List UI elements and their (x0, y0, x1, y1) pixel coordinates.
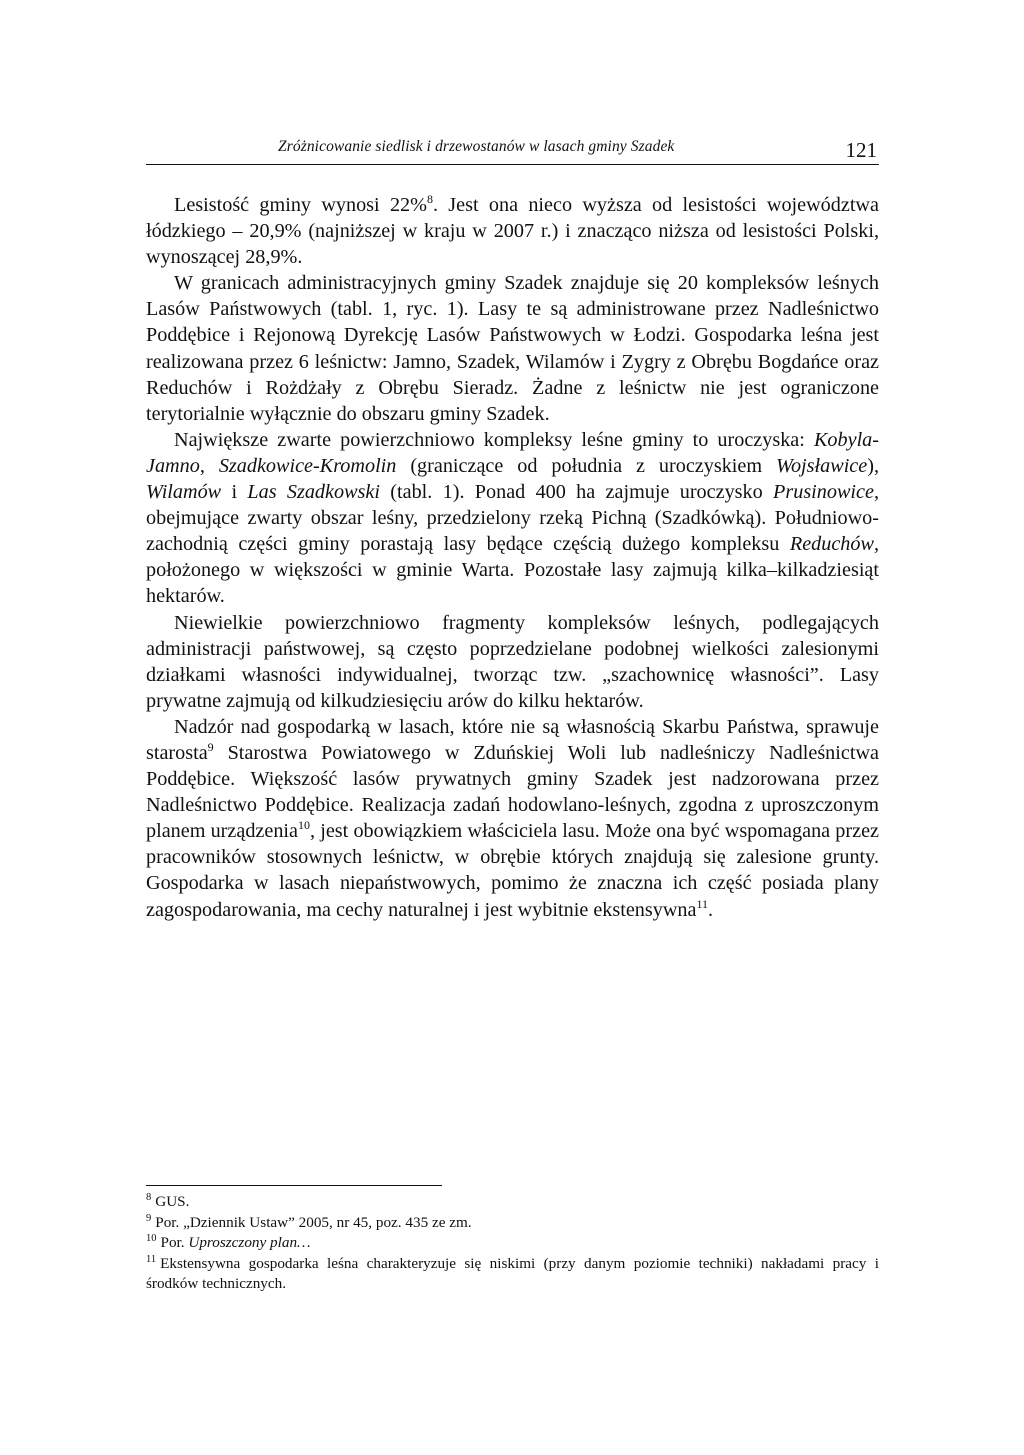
text-run: Starostwa Powiatowego w Zduńskiej Woli lub nadleśniczy Nadleśnictwa Poddębice. Większość lasów prywatnych gminy Szadek jest nadzorowana przez Nadleśnictwo Poddębice. Realizacja zadań hodowlano-leśnych, zgodna z uproszczonym planem urządzenia (146, 741, 879, 843)
paragraph (146, 192, 879, 270)
text-run: Nadzór nad gospodarką w lasach, które nie są własnością Skarbu Państwa, sprawuje starosta (146, 715, 879, 764)
text-run: Lesistość gminy wynosi 22% (174, 194, 427, 216)
footnotes (146, 1185, 879, 1295)
footnote-rule (146, 1185, 442, 1186)
text-run: . Jest ona nieco wyższa od lesistości województwa łódzkiego – 20,9% (najniższej w kraju w 2007 r.) i znacząco niższa od lesistości Polski, wynoszącej 28,9%. (146, 194, 879, 269)
italic-name: Las Szadkowski (247, 481, 380, 504)
italic-name: Prusinowice (773, 481, 874, 504)
italic-name: Kobyla-Jamno (146, 428, 879, 477)
page-number: 121 (845, 138, 877, 162)
running-title: Zróżnicowanie siedlisk i drzewostanów w lasach gminy Szadek (278, 138, 675, 155)
text-run: , jest obowiązkiem właściciela lasu. Może ona być wspomagana przez pracowników stosownych leśnictw, w obrębie których znajdują się zalesione grunty. Gospodarka w lasach niepaństwowych, pomimo że znaczna ich część posiada plany zagospodarowania, ma cechy naturalnej i jest wybitnie ekstensywna (146, 820, 879, 921)
body-text (146, 192, 879, 923)
italic-name: Reduchów (789, 533, 874, 556)
paragraph (146, 610, 879, 714)
text-run: W granicach administracyjnych gminy Szadek znajduje się 20 kompleksów leśnych Lasów Państwowych (tabl. 1, ryc. 1). Lasy te są administrowane przez Nadleśnictwo Poddębice i Rejonową Dyrekcję Lasów Państwowych w Łodzi. Gospodarka leśna jest realizowana przez 6 leśnictw: Jamno, Szadek, Wilamów i Zygry z Obrębu Bogdańce oraz Reduchów i Rożdżały z Obrębu Sieradz. Żadne z leśnictw nie jest ograniczone terytorialnie wyłącznie do obszaru gminy Szadek. (146, 272, 879, 425)
text-run: (tabl. 1). Ponad 400 ha zajmuje uroczysko (379, 481, 774, 504)
footnote (146, 1213, 879, 1234)
paragraph (146, 427, 879, 610)
italic-name: Wojsławice (776, 454, 868, 477)
paragraph (146, 270, 879, 427)
italic-name: Szadkowice-Kromolin (218, 454, 397, 477)
footnote-number: 9 (146, 1212, 152, 1224)
italic-name: Uproszczony plan… (188, 1234, 311, 1251)
text-run: Niewielkie powierzchniowo fragmenty kompleksów leśnych, podlegających administracji państwowej, są często poprzedzielane podobnej wielkości zalesionymi działkami własności indywidualnej, tworząc tzw. „szachownicę własności”. Lasy prywatne zajmują od kilkudziesięciu arów do kilku hektarów. (146, 611, 879, 712)
footnote-number: 11 (146, 1253, 157, 1265)
footnote-ref: 10 (298, 818, 311, 833)
text-run: Por. „Dziennik Ustaw” 2005, nr 45, poz. 435 ze zm. (155, 1213, 472, 1231)
footnote (146, 1233, 879, 1254)
text-run: , obejmujące zwarty obszar leśny, przedzielony rzeką Pichną (Szadkówką). Południowo-zachodnią części gminy porastają lasy będące częścią dużego kompleksu (146, 481, 880, 556)
text-run: ), (867, 454, 879, 477)
text-run: Ekstensywna gospodarka leśna charakteryzuje się niskimi (przy danym poziomie techniki) nakładami pracy i środków technicznych. (146, 1254, 879, 1292)
footnote-number: 8 (146, 1192, 152, 1203)
text-run: GUS. (155, 1193, 190, 1210)
footnote-number: 10 (146, 1233, 157, 1244)
footnote-ref: 9 (207, 739, 214, 754)
text-run: Por. (160, 1234, 189, 1251)
footnote (146, 1192, 879, 1213)
paragraph (146, 714, 879, 923)
text-run: (graniczące od południa z uroczyskiem (396, 454, 776, 477)
footnote-ref: 8 (426, 192, 433, 206)
text-run: i (221, 481, 248, 504)
running-header (146, 138, 879, 165)
text-run: , (199, 454, 219, 477)
italic-name: Wilamów (146, 481, 222, 504)
footnote (146, 1254, 879, 1295)
text-run: , położonego w większości w gminie Warta. Pozostałe lasy zajmują kilka–kilkadziesiąt hektarów. (146, 533, 879, 608)
text-run: . (708, 898, 714, 921)
text-run: Największe zwarte powierzchniowo kompleksy leśne gminy to uroczyska: (174, 428, 814, 451)
footnote-ref: 11 (696, 896, 709, 911)
